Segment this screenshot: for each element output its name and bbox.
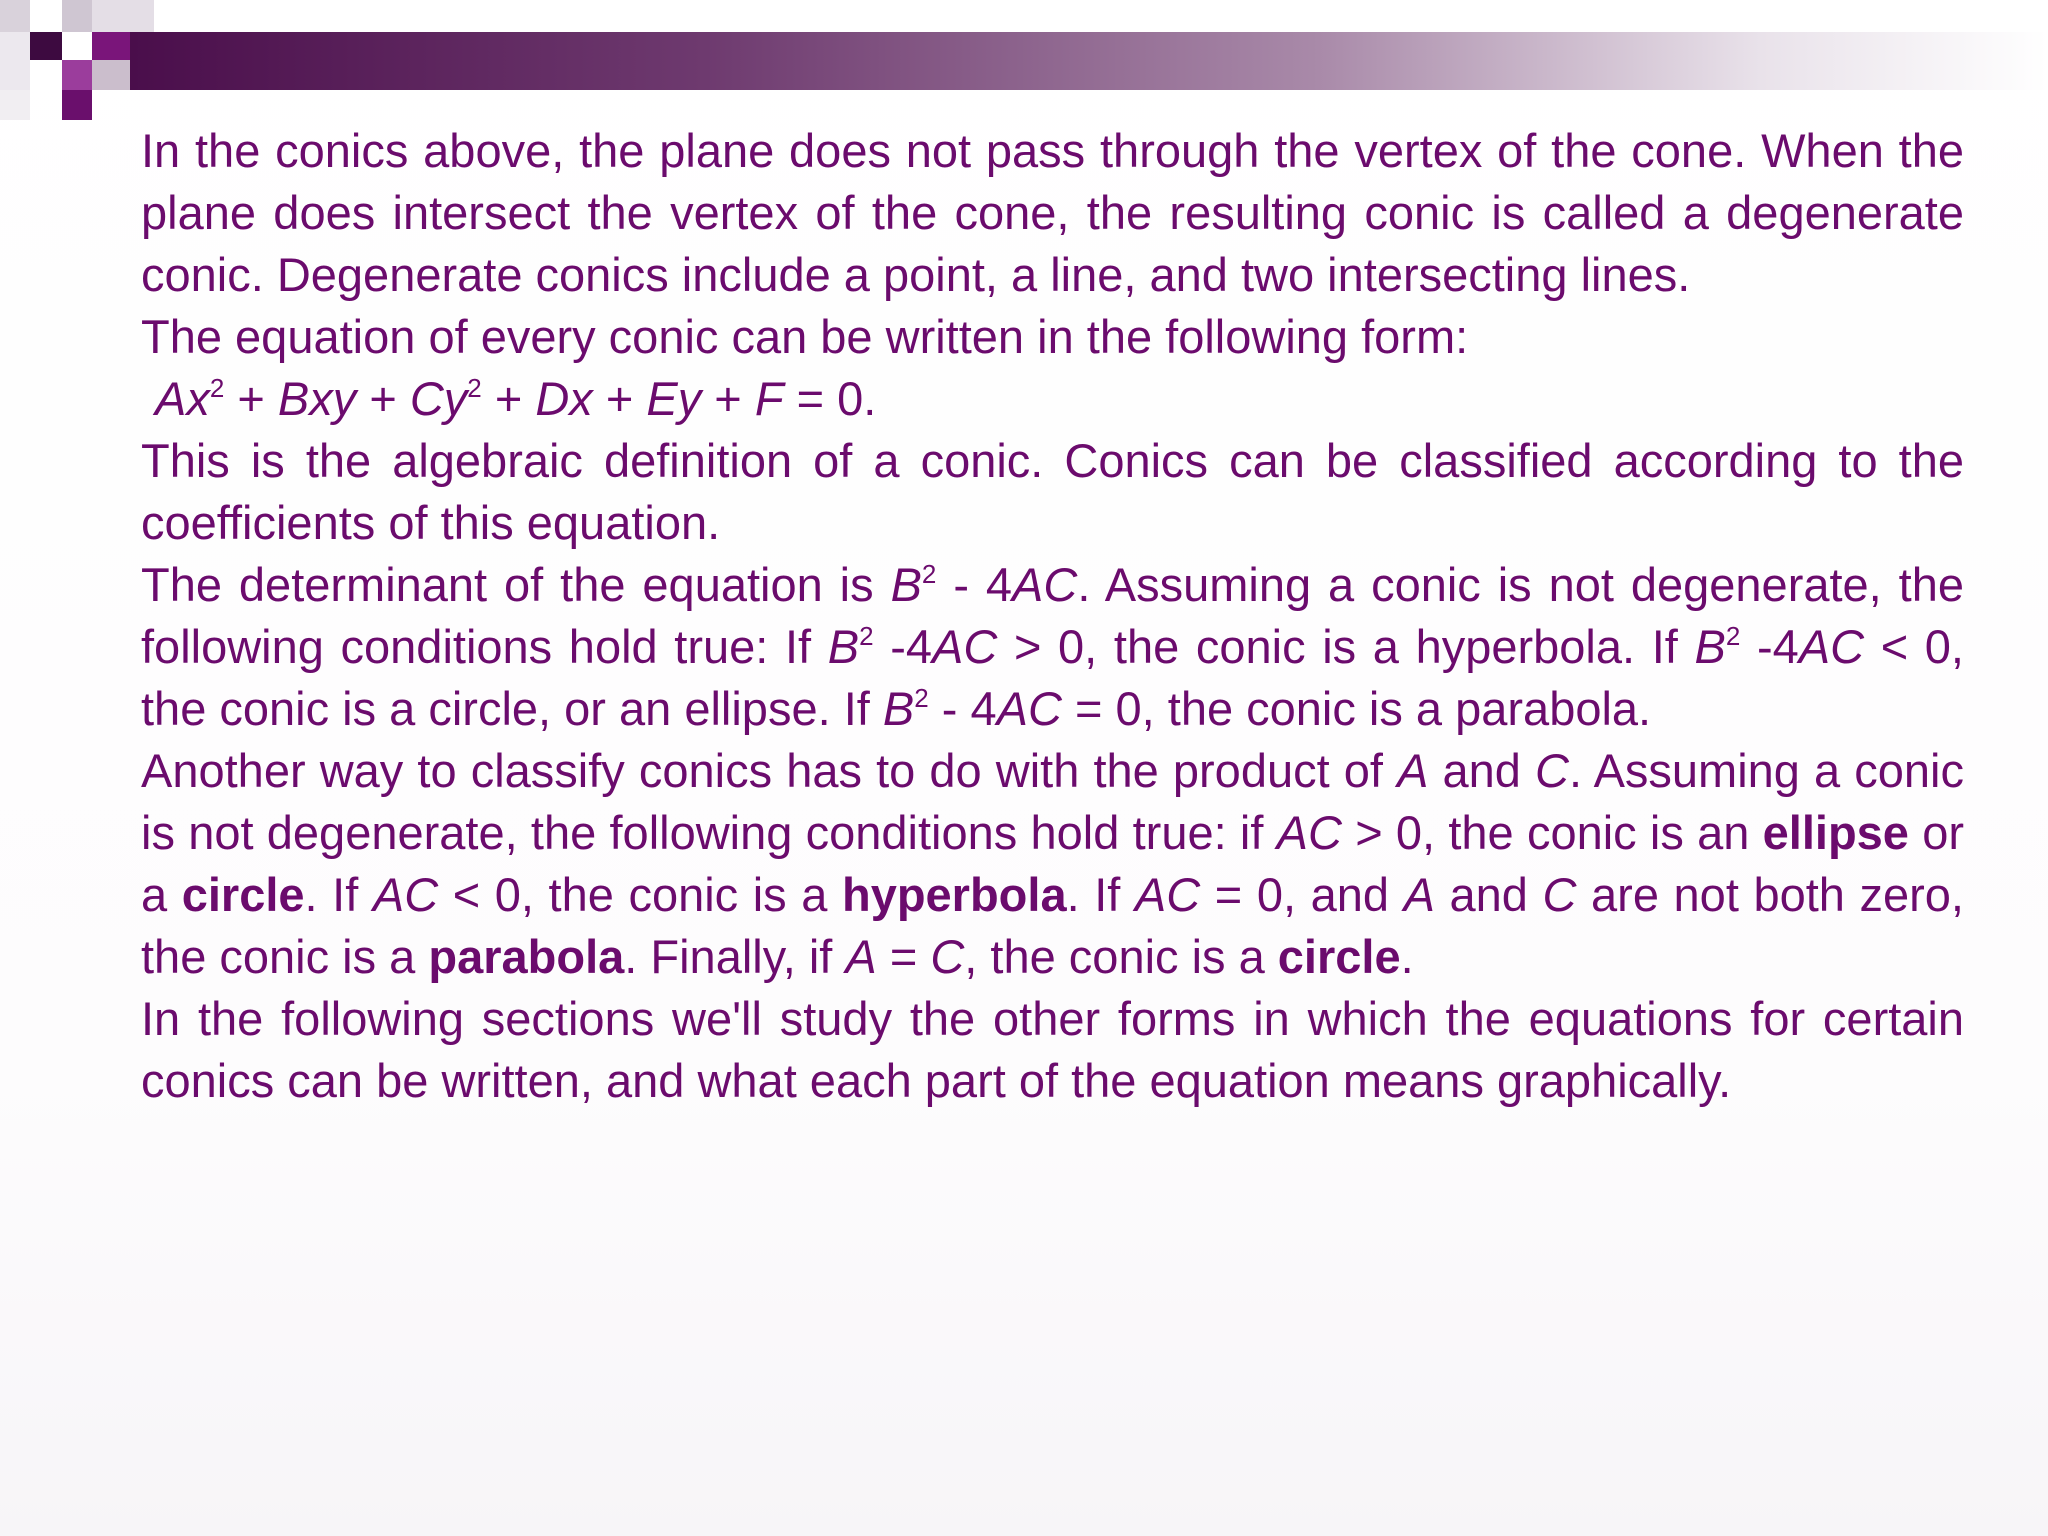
eq-term-dx: Dx (535, 372, 593, 425)
eq-term-c: C (409, 372, 444, 425)
text-run: , the conic is a (964, 930, 1278, 983)
text-run: are not both zero, the conic is a (141, 868, 1964, 983)
var-b: B (890, 558, 922, 611)
decor-square (0, 32, 30, 90)
decor-square (62, 60, 92, 90)
eq-exponent: 2 (467, 373, 482, 403)
eq-plus: + (701, 372, 755, 425)
var-ac: AC (1012, 558, 1078, 611)
eq-plus: + (481, 372, 536, 425)
term-circle: circle (181, 868, 305, 921)
text-run: Another way to classify conics has to do with the product of (141, 744, 1398, 797)
var-b: B (882, 682, 915, 735)
text-run: - 4 (936, 558, 1013, 611)
paragraph-product-classification (141, 740, 1964, 988)
var-ac: AC (372, 868, 439, 921)
paragraph-determinant (141, 554, 1964, 740)
paragraph-algebraic-definition: This is the algebraic definition of a conic. Conics can be classified according to the coefficients of this equation. (141, 434, 1964, 549)
var-ac: AC (1276, 806, 1342, 859)
var-ac: AC (1798, 620, 1865, 673)
exponent: 2 (1725, 621, 1741, 651)
eq-term-x: x (186, 372, 210, 425)
text-run: . (1400, 930, 1414, 983)
var-a: A (1397, 744, 1429, 797)
var-c: C (1535, 744, 1569, 797)
paragraph-following-sections: In the following sections we'll study the other forms in which the equations for certain conics can be written, and what each part of the equation means graphically. (141, 992, 1964, 1107)
general-conic-equation (141, 368, 1964, 430)
paragraph-degenerate-conics: In the conics above, the plane does not pass through the vertex of the cone. When the plane does intersect the vertex of the cone, the resulting conic is called a degenerate conic. Degenerate conics include a point, a line, and two intersecting lines. (141, 124, 1964, 301)
var-b: B (1694, 620, 1726, 673)
exponent: 2 (921, 559, 937, 589)
text-run: < 0, the conic is a circle, or an ellipse. If (141, 620, 1964, 735)
var-c: C (930, 930, 965, 983)
eq-term-ey: Ey (646, 372, 702, 425)
text-run: or a (141, 806, 1964, 921)
eq-plus: + (592, 372, 647, 425)
eq-exponent: 2 (209, 373, 225, 403)
eq-term-y: y (443, 372, 468, 425)
text-run: . If (1066, 868, 1135, 921)
eq-term-f: F (754, 372, 784, 425)
term-hyperbola: hyperbola (841, 868, 1067, 921)
text-run: = (876, 930, 931, 983)
eq-term-bxy: Bxy (277, 372, 357, 425)
text-run: -4 (1740, 620, 1799, 673)
text-run: = 0, the conic is a parabola. (1061, 682, 1652, 735)
paragraph-equation-intro: The equation of every conic can be written in the following form: (141, 310, 1469, 363)
var-a: A (1403, 868, 1435, 921)
decor-square (62, 0, 92, 32)
decor-square (92, 32, 130, 60)
var-ac: AC (932, 620, 998, 673)
term-parabola: parabola (428, 930, 625, 983)
eq-plus: + (356, 372, 410, 425)
text-run: . Assuming a conic is not degenerate, the following conditions hold true: If (141, 558, 1965, 673)
text-run: < 0, the conic is a (438, 868, 842, 921)
text-run: > 0, the conic is a hyperbola. If (997, 620, 1695, 673)
decor-square (0, 90, 30, 120)
text-run: > 0, the conic is an (1341, 806, 1763, 859)
text-run: The determinant of the equation is (141, 558, 891, 611)
eq-plus: + (224, 372, 278, 425)
text-run: . If (304, 868, 373, 921)
var-c: C (1542, 868, 1577, 921)
decor-square (92, 60, 130, 90)
text-run: and (1434, 868, 1543, 921)
slide-body (141, 120, 1964, 1112)
var-ac: AC (996, 682, 1062, 735)
var-a: A (845, 930, 877, 983)
decor-square (0, 0, 30, 32)
exponent: 2 (859, 621, 874, 651)
text-run: . Finally, if (624, 930, 846, 983)
var-b: B (827, 620, 860, 673)
decor-square (92, 0, 154, 32)
decor-square (62, 32, 92, 60)
eq-equals-zero: = 0. (783, 372, 877, 425)
text-run: = 0, and (1200, 868, 1404, 921)
text-run: . Assuming a conic is not degenerate, the following conditions hold true: if (141, 744, 1964, 859)
decor-square (62, 90, 92, 120)
decor-square (30, 60, 62, 90)
term-ellipse: ellipse (1762, 806, 1909, 859)
var-ac: AC (1134, 868, 1201, 921)
term-circle: circle (1277, 930, 1401, 983)
header-gradient-bar (130, 32, 2048, 90)
exponent: 2 (914, 683, 929, 713)
text-run: - 4 (928, 682, 997, 735)
text-run: and (1428, 744, 1536, 797)
decor-square (30, 32, 62, 60)
eq-term-a: A (155, 372, 187, 425)
decor-square (30, 0, 62, 32)
text-run: -4 (873, 620, 933, 673)
